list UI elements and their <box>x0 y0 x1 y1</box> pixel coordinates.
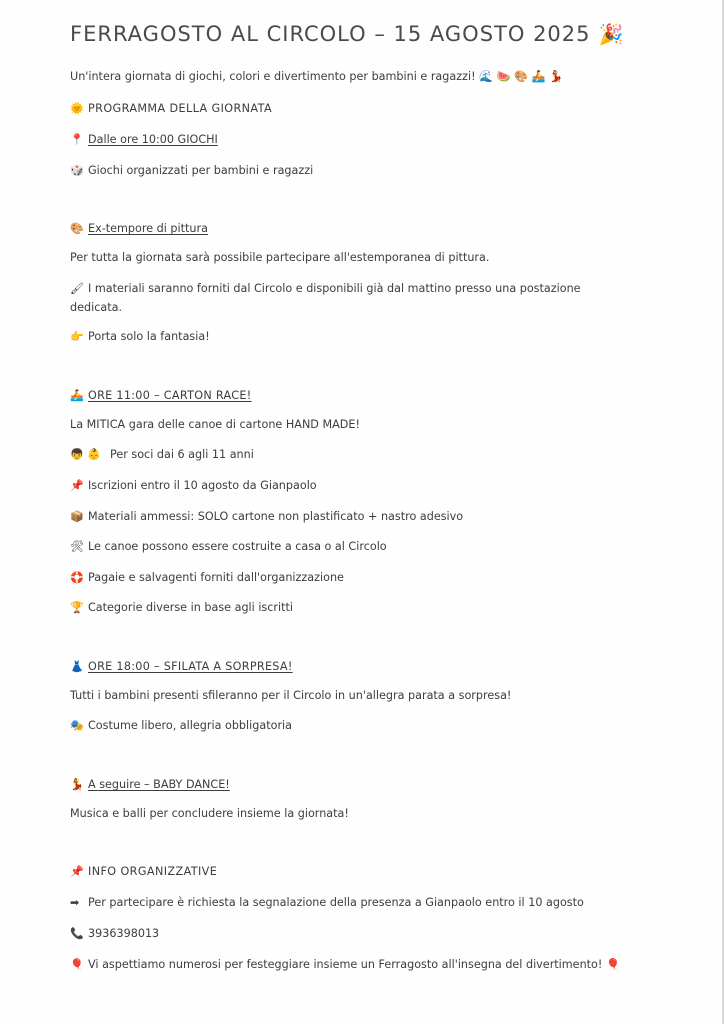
party-popper-icon: 🎉 <box>598 22 625 46</box>
carton-heading <box>70 388 251 404</box>
sun-icon: 🌞 <box>70 102 85 115</box>
carton-item <box>70 539 387 555</box>
theater-masks-icon: 🎭 <box>70 719 84 732</box>
painting-fantasy-text: Porta solo la fantasia! <box>88 330 210 343</box>
info-heading <box>70 864 217 880</box>
parade-heading-text: ORE 18:00 – SFILATA A SORPRESA! <box>88 660 293 673</box>
dance-heading <box>70 777 230 793</box>
parade-item-text: Costume libero, allegria obbligatoria <box>88 719 293 732</box>
carton-item <box>70 478 317 494</box>
dance-heading-text: A seguire – BABY DANCE! <box>88 778 230 791</box>
dance-desc <box>70 806 349 822</box>
info-heading-text: INFO ORGANIZZATIVE <box>88 865 218 878</box>
dance-desc-text: Musica e balli per concludere insieme la giornata! <box>70 807 349 820</box>
tools-icon: 🛠 <box>70 540 84 553</box>
carton-item-text: Le canoe possono essere costruite a casa o al Circolo <box>88 540 387 553</box>
games-heading-text: Dalle ore 10:00 GIOCHI <box>88 133 218 146</box>
intro-emoji-icons: 🌊 🍉 🎨 🚣 💃 <box>479 70 564 83</box>
rowboat-icon: 🚣 <box>70 389 84 402</box>
balloon-icon: 🎈 <box>70 958 84 971</box>
carton-item-text: Per soci dai 6 agli 11 anni <box>110 448 254 461</box>
painting-heading-text: Ex-tempore di pittura <box>88 222 208 235</box>
pushpin-icon: 📌 <box>70 865 85 878</box>
carton-item <box>70 509 463 525</box>
info-phone <box>70 926 159 942</box>
painting-desc-text: Per tutta la giornata sarà possibile partecipare all'estemporanea di pittura. <box>70 251 490 264</box>
dice-icon: 🎲 <box>70 164 84 177</box>
painting-heading <box>70 221 208 237</box>
parade-item <box>70 718 292 734</box>
carton-item-text: Iscrizioni entro il 10 agosto da Gianpaolo <box>88 479 317 492</box>
parade-desc <box>70 688 511 704</box>
intro-line <box>70 69 563 85</box>
arrow-right-icon: ➡ <box>70 896 80 909</box>
carton-desc <box>70 417 360 433</box>
carton-heading-text: ORE 11:00 – CARTON RACE! <box>88 389 252 402</box>
program-heading-text: PROGRAMMA DELLA GIORNATA <box>88 102 273 115</box>
balloon-icon: 🎈 <box>605 958 620 971</box>
carton-desc-text: La MITICA gara delle canoe di cartone HAND MADE! <box>70 418 360 431</box>
carton-item-text: Categorie diverse in base agli iscritti <box>88 601 293 614</box>
carton-item <box>70 600 293 616</box>
carton-item <box>70 447 254 463</box>
pointing-hand-icon: 👉 <box>70 330 84 343</box>
intro-text: Un'intera giornata di giochi, colori e divertimento per bambini e ragazzi! <box>70 70 476 83</box>
program-heading <box>70 101 272 117</box>
palette-icon: 🎨 <box>70 222 84 235</box>
children-icon: 👦 👶 <box>70 448 101 461</box>
info-closing-text: Vi aspettiamo numerosi per festeggiare insieme un Ferragosto all'insegna del divertimento! <box>88 958 603 971</box>
info-participation <box>70 895 584 911</box>
info-closing <box>70 957 620 973</box>
phone-number: 3936398013 <box>88 927 160 940</box>
painting-materials <box>70 279 610 317</box>
parade-heading <box>70 659 293 675</box>
paintbrush-icon: 🖌 <box>70 282 84 295</box>
carton-item-text: Materiali ammessi: SOLO cartone non plastificato + nastro adesivo <box>88 510 464 523</box>
painting-desc <box>70 250 489 266</box>
info-participation-text: Per partecipare è richiesta la segnalazione della presenza a Gianpaolo entro il 10 agosto <box>88 896 584 909</box>
package-icon: 📦 <box>70 510 84 523</box>
page-title <box>70 22 624 46</box>
trophy-icon: 🏆 <box>70 601 84 614</box>
carton-item <box>70 570 344 586</box>
games-item <box>70 163 313 179</box>
dress-icon: 👗 <box>70 660 84 673</box>
phone-icon: 📞 <box>70 927 84 940</box>
painting-fantasy <box>70 329 210 345</box>
pushpin-icon: 📌 <box>70 479 84 492</box>
parade-desc-text: Tutti i bambini presenti sfileranno per il Circolo in un'allegra parata a sorpresa! <box>70 689 512 702</box>
games-heading <box>70 132 218 148</box>
pin-icon: 📍 <box>70 133 84 146</box>
title-text: FERRAGOSTO AL CIRCOLO – 15 AGOSTO 2025 <box>70 22 591 46</box>
painting-materials-text: I materiali saranno forniti dal Circolo e disponibili già dal mattino presso una postazione dedicata. <box>70 282 581 314</box>
games-item-text: Giochi organizzati per bambini e ragazzi <box>88 164 314 177</box>
carton-item-text: Pagaie e salvagenti forniti dall'organizzazione <box>88 571 344 584</box>
dancer-icon: 💃 <box>70 778 84 791</box>
lifebuoy-icon: 🛟 <box>70 571 84 584</box>
